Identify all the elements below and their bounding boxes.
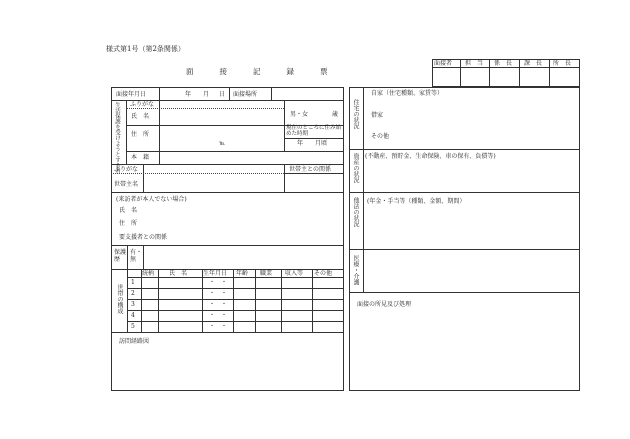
table-row-number: 5 [131,323,135,330]
table-header-income: 収入等 [285,270,304,277]
month-label: 月 [203,91,210,98]
year-month-approx: 年 月頃 [297,140,328,147]
table-row-number: 3 [131,301,135,308]
visitor-address-label: 住 所 [119,220,138,227]
map-label: 訪問経路図 [119,338,150,345]
approval-header: 所 長 [553,60,572,67]
furigana-label: ふりがな [130,101,155,108]
dob-placeholder: ・ ・ [209,279,228,286]
dob-placeholder: ・ ・ [209,290,228,297]
assets-text: (不動産、預貯金、生命保険、車の保有、負債等) [365,153,496,160]
housing-other: その他 [371,133,390,140]
right-panel [349,87,580,391]
age-unit: 歳 [332,111,339,118]
form-title: 面接記録票 [186,67,354,76]
approval-header: 面接者 [434,60,453,67]
assets-label: 資産の状況 [352,153,359,183]
approval-header: 担 当 [465,60,484,67]
approval-header: 課 長 [524,60,543,67]
household-head-label: 世帯主名 [114,181,139,188]
other-law-label: 他法の状況 [352,197,359,227]
opinion-label: 面接の所見及び処理 [357,301,412,308]
form-header-label: 様式第1号（第2条関係） [106,45,185,53]
name-label: 氏 名 [131,113,150,120]
visitor-name-label: 氏 名 [119,207,138,214]
housing-label: 住宅の状況 [352,99,359,129]
table-header-other: その他 [314,270,333,277]
housing-rent: 借家 [371,112,384,119]
table-row-number: 4 [131,312,135,319]
table-header-relation: 続柄 [142,270,155,277]
day-label: 日 [219,91,226,98]
furigana-label-2: ふりがな [114,166,139,173]
dob-placeholder: ・ ・ [209,301,228,308]
other-law-text: (年金・手当等（種類、金額、期間） [367,198,466,205]
interview-date-label: 面接年月日 [116,91,147,98]
visitor-relation-label: 要支援者との関係 [119,234,168,241]
left-panel [111,87,344,391]
guardian-options: 有・無 [130,249,143,263]
guardian-label: 保護歴 [114,249,127,263]
visitor-note: (来訪者が本人でない場合) [116,196,187,203]
place-label: 面接場所 [233,91,258,98]
table-row-number: 2 [131,290,135,297]
approval-table [432,59,580,87]
table-header-dob: 生年月日 [203,270,228,277]
dob-placeholder: ・ ・ [209,312,228,319]
approval-header: 係 長 [494,60,513,67]
residence-since-label: 現在のところに住み始めた時期 [286,125,342,137]
housing-own: 自家（住宅種類、家賃等） [371,90,444,97]
table-row-number: 1 [131,279,135,286]
year-label: 年 [185,91,192,98]
tel-label: ℡ [219,140,226,147]
dob-placeholder: ・ ・ [209,323,228,330]
honseki-label: 本 籍 [131,154,150,161]
table-header-age: 年齢 [236,270,249,277]
household-section-label: 世帯の構成 [116,284,123,314]
gender-options: 男・女 [290,111,309,118]
table-header-name: 氏 名 [169,270,188,277]
address-label: 住 所 [131,131,150,138]
applicant-section-label: 生活保護を受けようとする者 [114,102,120,174]
table-header-job: 職業 [260,270,273,277]
medical-label: 医療・介護 [352,255,359,285]
relation-to-head-label: 世帯主との関係 [289,166,332,173]
